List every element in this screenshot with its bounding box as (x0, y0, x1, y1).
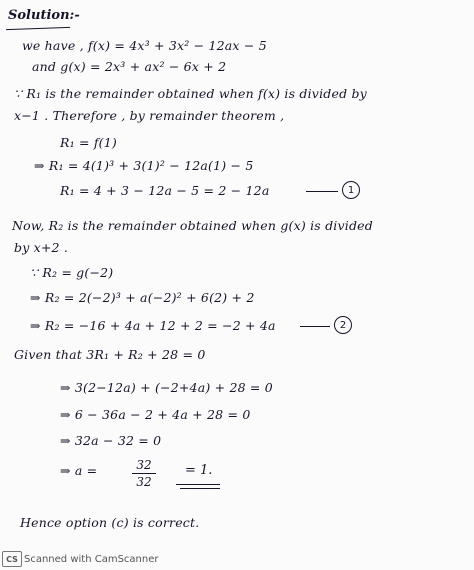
fraction-denominator: 32 (136, 475, 152, 489)
r2-result: ⇒ R₂ = −16 + 4a + 12 + 2 = −2 + 4a (30, 318, 276, 333)
step-expand: ⇒ 6 − 36a − 2 + 4a + 28 = 0 (60, 407, 251, 422)
function-g-definition: and g(x) = 2x³ + ax² − 6x + 2 (32, 59, 227, 74)
equation-2-dash (300, 326, 330, 327)
remainder-r2-statement: Now, R₂ is the remainder obtained when g(x) is divided (12, 218, 373, 233)
divisor-x-plus-2: by x+2 . (14, 240, 69, 255)
fraction-bar (132, 473, 156, 474)
remainder-theorem-statement: x−1 . Therefore , by remainder theorem , (14, 108, 285, 123)
heading-underline (6, 27, 70, 30)
r2-substitution: ⇒ R₂ = 2(−2)³ + a(−2)² + 6(2) + 2 (30, 290, 255, 305)
answer-underline-1 (176, 484, 220, 485)
r1-result: R₁ = 4 + 3 − 12a − 5 = 2 − 12a (60, 183, 270, 198)
r1-equals-f1: R₁ = f(1) (60, 135, 117, 150)
equation-1-dash (306, 191, 338, 192)
fraction-32-over-32 (132, 458, 156, 489)
scanner-watermark-text: Scanned with CamScanner (24, 553, 159, 565)
scanner-footer (0, 548, 474, 570)
equation-2-marker: 2 (334, 316, 352, 334)
equation-1-marker: 1 (342, 181, 360, 199)
camscanner-logo: CS (2, 551, 22, 567)
solution-heading: Solution:- (8, 8, 80, 23)
fraction-numerator: 32 (136, 458, 152, 472)
conclusion-statement: Hence option (c) is correct. (20, 515, 200, 530)
r2-equals-g-minus-2: ∵ R₂ = g(−2) (30, 265, 114, 280)
step-simplify: ⇒ 32a − 32 = 0 (60, 433, 162, 448)
final-answer: = 1. (185, 463, 213, 478)
step-solve-a: ⇒ a = (60, 463, 98, 478)
function-f-definition: we have , f(x) = 4x³ + 3x² − 12ax − 5 (22, 38, 267, 53)
step-substitute-remainders: ⇒ 3(2−12a) + (−2+4a) + 28 = 0 (60, 380, 273, 395)
answer-underline-2 (180, 488, 220, 489)
r1-substitution: ⇒ R₁ = 4(1)³ + 3(1)² − 12a(1) − 5 (34, 158, 254, 173)
remainder-r1-statement: ∵ R₁ is the remainder obtained when f(x) is divided by (14, 86, 367, 101)
given-condition: Given that 3R₁ + R₂ + 28 = 0 (14, 347, 206, 362)
